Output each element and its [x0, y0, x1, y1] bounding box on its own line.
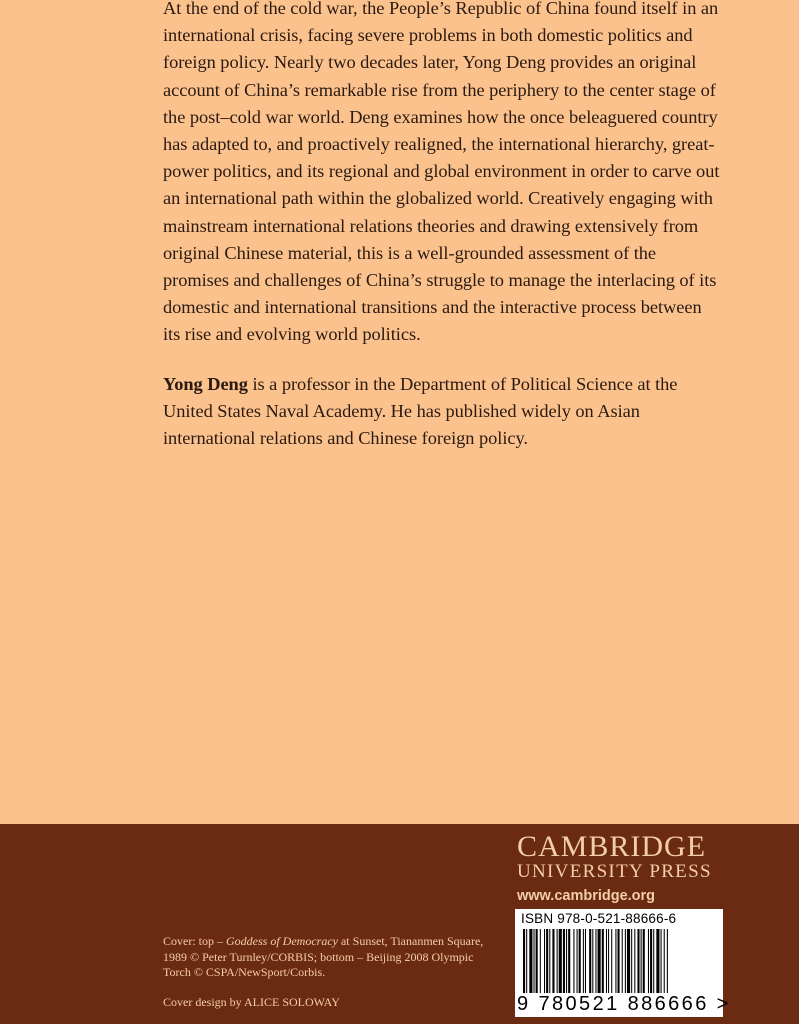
author-bio-text: is a professor in the Department of Political Science at the United States Naval Academy. He has published widely on Asian international relations and Chinese foreign policy.: [163, 373, 678, 449]
cover-design-credit: Cover design by ALICE SOLOWAY: [163, 994, 340, 1009]
cover-photo-credit: Cover: top – Goddess of Democracy at Sunset, Tiananmen Square, 1989 © Peter Turnley/CORBIS; bottom – Beijing 2008 Olympic Torch © CSPA/NewSport/Corbis.: [163, 934, 484, 979]
cover-photo-title: Goddess of Democracy: [226, 934, 338, 948]
description-section: [163, 0, 723, 452]
publisher-url: www.cambridge.org: [517, 888, 656, 904]
cover-credits: [163, 934, 503, 1010]
barcode-digits: 9 780521 886666 >: [517, 993, 731, 1015]
isbn-label: ISBN 978-0-521-88666-6: [521, 911, 677, 926]
isbn-barcode: [515, 909, 731, 1017]
publisher-subname: UNIVERSITY PRESS: [517, 861, 712, 882]
description-paragraph: At the end of the cold war, the People’s Republic of China found itself in an international crisis, facing severe problems in both domestic politics and foreign policy. Nearly two decades later, Yong Deng provides an original account of China’s remarkable rise from the periphery to the center stage of the post–cold war world. Deng examines how the once beleaguered country has adapted to, and proactively realigned, the international hierarchy, great-power politics, and its regional and global environment in order to carve out an international path within the globalized world. Creatively engaging with mainstream international relations theories and drawing extensively from original Chinese material, this is a well-grounded assessment of the promises and challenges of China’s struggle to manage the interlacing of its domestic and international transitions and the interactive process between its rise and evolving world politics.: [163, 0, 720, 345]
barcode-bars: [521, 929, 717, 993]
author-bio: [163, 371, 723, 453]
author-name: Yong Deng: [163, 373, 248, 394]
publisher-block: [517, 830, 712, 904]
publisher-name: CAMBRIDGE: [517, 830, 707, 863]
publisher-footer: [0, 824, 799, 1024]
